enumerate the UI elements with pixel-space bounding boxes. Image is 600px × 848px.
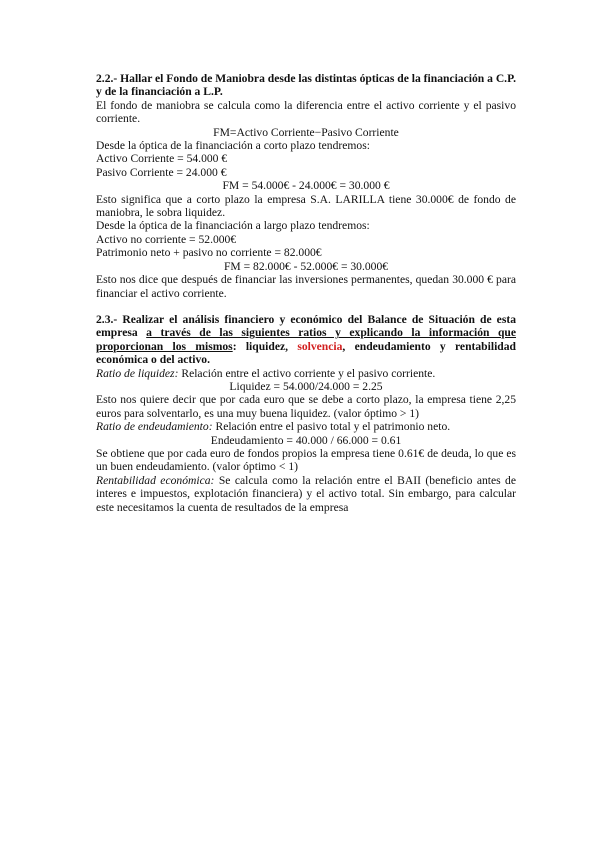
- paragraph-long-term-intro: Desde la óptica de la financiación a largo plazo tendremos:: [96, 219, 370, 233]
- formula-debt: Endeudamiento = 40.000 / 66.000 = 0.61: [210, 433, 402, 447]
- line-activo-corriente: Activo Corriente = 54.000 €: [96, 152, 228, 166]
- liquidity-text: Relación entre el activo corriente y el pasivo corriente.: [178, 366, 436, 380]
- line-patrimonio-neto: Patrimonio neto + pasivo no corriente = 82.000€: [96, 246, 322, 260]
- paragraph-debt-explanation: Se obtiene que por cada euro de fondos propios la empresa tiene 0.61€ de deuda, lo que es un buen endeudamiento. (valor óptimo < 1): [96, 446, 516, 474]
- document-page: [96, 72, 516, 514]
- paragraph-liquidity-ratio: [96, 367, 516, 380]
- formula-fm-long-term: FM = 82.000€ - 52.000€ = 30.000€: [223, 259, 389, 273]
- paragraph-fm-definition: El fondo de maniobra se calcula como la diferencia entre el activo corriente y el pasivo corriente.: [96, 98, 516, 126]
- heading-part-a: 2.3.- Realizar el análisis financiero y económico del Balance de Situación de esta empresa: [96, 312, 516, 340]
- section-spacer: [96, 300, 516, 313]
- paragraph-debt-ratio: [96, 420, 516, 433]
- formula-fm: FM=Activo Corriente−Pasivo Corriente: [213, 125, 399, 139]
- section-2-2-heading: 2.2.- Hallar el Fondo de Maniobra desde las distintas ópticas de la financiación a C.P. y de la financiación a L.P.: [96, 72, 516, 99]
- paragraph-economic-profitability: [96, 474, 516, 514]
- profitability-text: Se calcula como la relación entre el BAII (beneficio antes de interes e impuestos, explotación financiera) y el activo total. Sin embargo, para calcular este necesitamos la cuenta de resultados de la empresa: [96, 473, 517, 514]
- debt-label: Ratio de endeudamiento:: [96, 420, 213, 434]
- paragraph-long-term-meaning: Esto nos dice que después de financiar las inversiones permanentes, quedan 30.000 € para financiar el activo corriente.: [96, 273, 516, 300]
- paragraph-liquidity-explanation: Esto nos quiere decir que por cada euro que se debe a corto plazo, la empresa tiene 2,25 euros para solventarlo, es una muy buena liquidez. (valor óptimo > 1): [96, 393, 516, 420]
- formula-fm-short-term: FM = 54.000€ - 24.000€ = 30.000 €: [222, 179, 390, 193]
- debt-text: Relación entre el pasivo total y el patrimonio neto.: [212, 420, 451, 434]
- line-pasivo-corriente: Pasivo Corriente = 24.000 €: [96, 165, 227, 179]
- heading-part-d: , endeudamiento y rentabilidad económica o del activo.: [96, 339, 516, 367]
- heading-underlined-part: a través de las siguientes ratios y explicando la información que proporcionan los mismos: [96, 326, 517, 353]
- line-activo-no-corriente: Activo no corriente = 52.000€: [96, 232, 237, 246]
- heading-part-c: : liquidez,: [232, 339, 298, 353]
- profitability-label: Rentabilidad económica:: [96, 473, 215, 487]
- liquidity-label: Ratio de liquidez:: [96, 366, 179, 380]
- paragraph-short-term-meaning: Esto significa que a corto plazo la empresa S.A. LARILLA tiene 30.000€ de fondo de maniobra, le sobra liquidez.: [96, 192, 516, 220]
- paragraph-short-term-intro: Desde la óptica de la financiación a corto plazo tendremos:: [96, 139, 370, 153]
- section-2-3-heading: [96, 313, 516, 367]
- heading-red-word: solvencia: [297, 339, 343, 353]
- formula-liquidity: Liquidez = 54.000/24.000 = 2.25: [229, 379, 383, 393]
